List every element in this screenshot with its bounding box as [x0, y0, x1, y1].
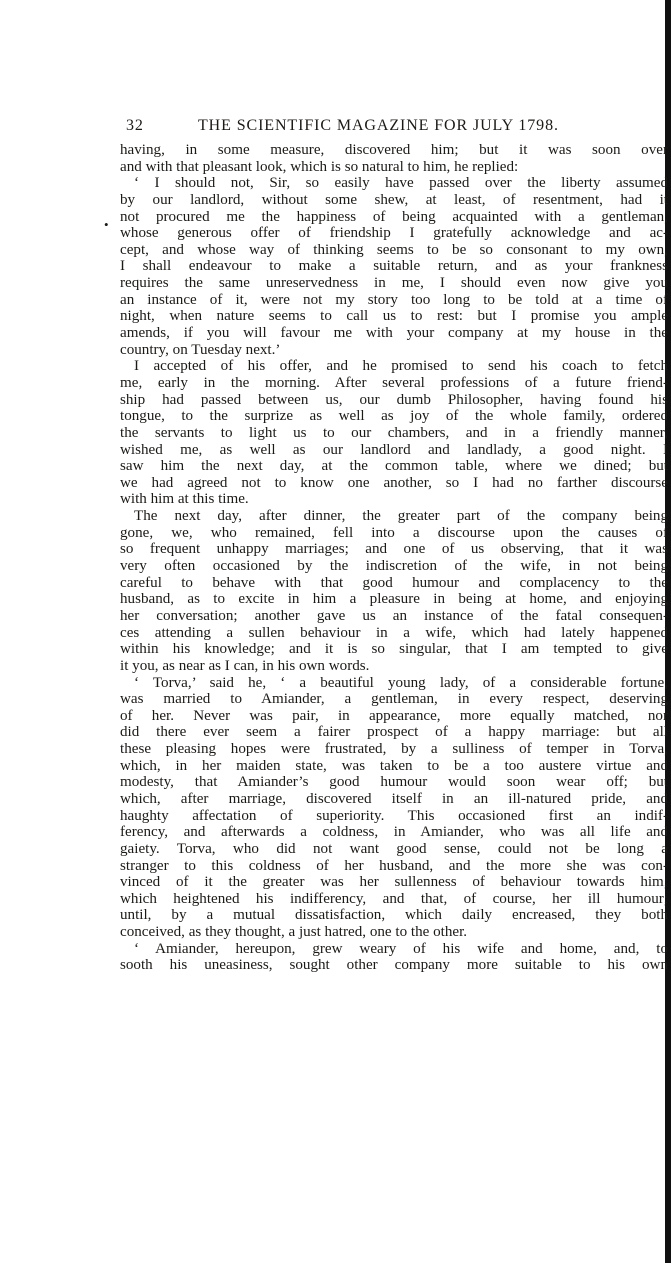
text-line: ‘ Amiander, hereupon, grew weary of his wife and home, and, to	[134, 940, 668, 957]
text-line: ‘ I should not, Sir, so easily have passed over the liberty assumed	[134, 175, 668, 192]
text-line: gaiety. Torva, who did not want good sense, could not be long a	[120, 840, 668, 857]
text-line: tongue, to the surprize as well as joy of the whole family, ordered	[120, 408, 668, 425]
margin-mark: •	[104, 217, 109, 232]
running-title: THE SCIENTIFIC MAGAZINE FOR JULY 1798.	[198, 117, 559, 134]
text-line: The next day, after dinner, the greater part of the company being	[134, 508, 668, 525]
text-line: ship had passed between us, our dumb Philosopher, having found his	[120, 391, 668, 408]
body-text	[120, 142, 668, 974]
text-line: not procured me the happiness of being acquainted with a gentleman,	[120, 208, 668, 225]
text-line: ferency, and afterwards a coldness, in Amiander, who was all life and	[120, 824, 668, 841]
text-line: requires the same unreservedness in me, I should even now give you	[120, 275, 668, 292]
text-line: haughty affectation of superiority. This occasioned first an indif-	[120, 807, 668, 824]
text-line: her conversation; another gave us an instance of the fatal consequen-	[120, 607, 668, 624]
text-line: ces attending a sullen behaviour in a wife, which had lately happened	[120, 624, 668, 641]
text-line: did there ever seem a fairer prospect of a happy marriage: but all	[120, 724, 668, 741]
text-line: conceived, as they thought, a just hatred, one to the other.	[120, 924, 468, 941]
text-line: it you, as near as I can, in his own words.	[120, 657, 370, 674]
text-line: night, when nature seems to call us to rest: but I promise you ample	[120, 308, 668, 325]
text-line: careful to behave with that good humour and complacency to the	[120, 574, 668, 591]
text-line: within his knowledge; and it is so singular, that I am tempted to give	[120, 641, 668, 658]
text-line: ‘ Torva,’ said he, ‘ a beautiful young lady, of a considerable fortune,	[134, 674, 668, 691]
page-number: 32	[126, 117, 144, 134]
text-line: so frequent unhappy marriages; and one of us observing, that it was	[120, 541, 668, 558]
text-line: an instance of it, were not my story too long to be told at a time of	[120, 291, 668, 308]
text-line: wished me, as well as our landlord and landlady, a good night. I	[120, 441, 668, 458]
text-line: whose generous offer of friendship I gratefully acknowledge and ac-	[120, 225, 668, 242]
text-line: of her. Never was pair, in appearance, more equally matched, nor	[120, 707, 668, 724]
text-line: very often occasioned by the indiscretion of the wife, in not being	[120, 558, 668, 575]
text-line: I shall endeavour to make a suitable return, and as your frankness	[120, 258, 668, 275]
text-line: country, on Tuesday next.’	[120, 341, 281, 358]
text-line: vinced of it the greater was her sullenness of behaviour towards him;	[120, 874, 668, 891]
running-head	[126, 115, 666, 139]
text-line: I accepted of his offer, and he promised to send his coach to fetch	[134, 358, 668, 375]
text-line: until, by a mutual dissatisfaction, which daily encreased, they both	[120, 907, 668, 924]
text-line: sooth his uneasiness, sought other company more suitable to his own	[120, 957, 668, 974]
text-line: was married to Amiander, a gentleman, in every respect, deserving	[120, 691, 668, 708]
text-line: we had agreed not to know one another, so I had no farther discourse	[120, 474, 668, 491]
text-line: with him at this time.	[120, 491, 249, 508]
text-line: modesty, that Amiander’s good humour would soon wear off; but	[120, 774, 668, 791]
text-line: stranger to this coldness of her husband, and the more she was con-	[120, 857, 668, 874]
text-line: and with that pleasant look, which is so natural to him, he replied:	[120, 158, 519, 175]
text-line: husband, as to excite in him a pleasure in being at home, and enjoying	[120, 591, 668, 608]
text-line: amends, if you will favour me with your company at my house in the	[120, 325, 668, 342]
text-line: which, in her maiden state, was taken to be a too austere virtue and	[120, 757, 668, 774]
text-line: which, after marriage, discovered itself in an ill-natured pride, and	[120, 790, 668, 807]
text-line: these pleasing hopes were frustrated, by a sulliness of temper in Torva,	[120, 741, 668, 758]
text-line: by our landlord, without some shew, at least, of resentment, had it	[120, 191, 668, 208]
text-line: having, in some measure, discovered him; but it was soon over	[120, 142, 668, 158]
text-line: saw him the next day, at the common table, where we dined; but	[120, 458, 668, 475]
text-line: gone, we, who remained, fell into a discourse upon the causes of	[120, 524, 668, 541]
text-line: me, early in the morning. After several professions of a future friend-	[120, 374, 668, 391]
text-line: which heightened his indifferency, and that, of course, her ill humour;	[120, 890, 668, 907]
text-line: cept, and whose way of thinking seems to be so consonant to my own,	[120, 241, 668, 258]
text-line: the servants to light us to our chambers, and in a friendly manner,	[120, 424, 668, 441]
